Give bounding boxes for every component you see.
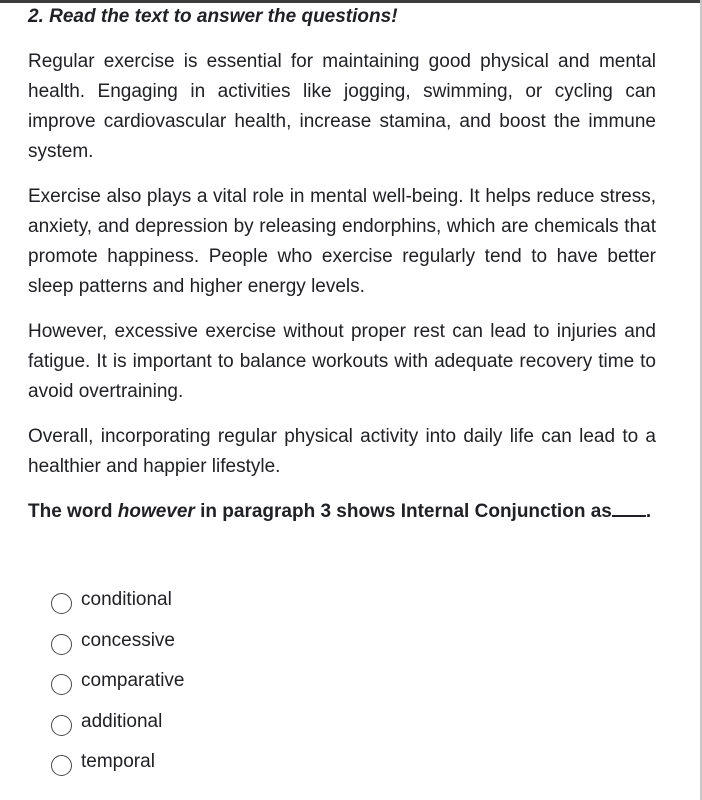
prompt-text-before: The word <box>28 501 118 522</box>
radio-button[interactable] <box>51 593 72 614</box>
radio-button[interactable] <box>51 634 72 655</box>
question-heading: 2. Read the text to answer the questions! <box>28 6 398 27</box>
radio-button[interactable] <box>51 674 72 695</box>
radio-button[interactable] <box>51 755 72 776</box>
answer-options <box>51 580 185 783</box>
option-conditional[interactable] <box>51 580 185 621</box>
option-label: temporal <box>81 751 155 773</box>
answer-blank <box>612 497 646 517</box>
radio-button[interactable] <box>51 715 72 736</box>
option-additional[interactable] <box>51 702 185 743</box>
question-prompt <box>28 497 656 527</box>
option-concessive[interactable] <box>51 621 185 662</box>
reading-paragraph-1: Regular exercise is essential for maintaining good physical and mental health. Engaging in activities like jogging, swimming, or cycling can improve cardiovascular health, increase stamina, and boost the immune system. <box>28 51 656 162</box>
prompt-text-end: . <box>645 501 652 522</box>
reading-paragraph-3: However, excessive exercise without proper rest can lead to injuries and fatigue. It is important to balance workouts with adequate recovery time to avoid overtraining. <box>28 321 656 402</box>
prompt-text-after: in paragraph 3 shows Internal Conjunction as <box>194 501 612 522</box>
option-label: concessive <box>81 629 175 651</box>
reading-paragraph-4: Overall, incorporating regular physical activity into daily life can lead to a healthier and happier lifestyle. <box>28 426 656 477</box>
option-comparative[interactable] <box>51 661 185 702</box>
option-temporal[interactable] <box>51 742 185 783</box>
reading-paragraph-2: Exercise also plays a vital role in mental well-being. It helps reduce stress, anxiety, and depression by releasing endorphins, which are chemicals that promote happiness. People who exercise regularly tend to have better sleep patterns and higher energy levels. <box>28 186 656 297</box>
question-card <box>28 3 656 527</box>
prompt-keyword: however <box>117 501 195 522</box>
option-label: conditional <box>81 589 172 611</box>
option-label: additional <box>81 710 163 732</box>
option-label: comparative <box>81 670 185 692</box>
